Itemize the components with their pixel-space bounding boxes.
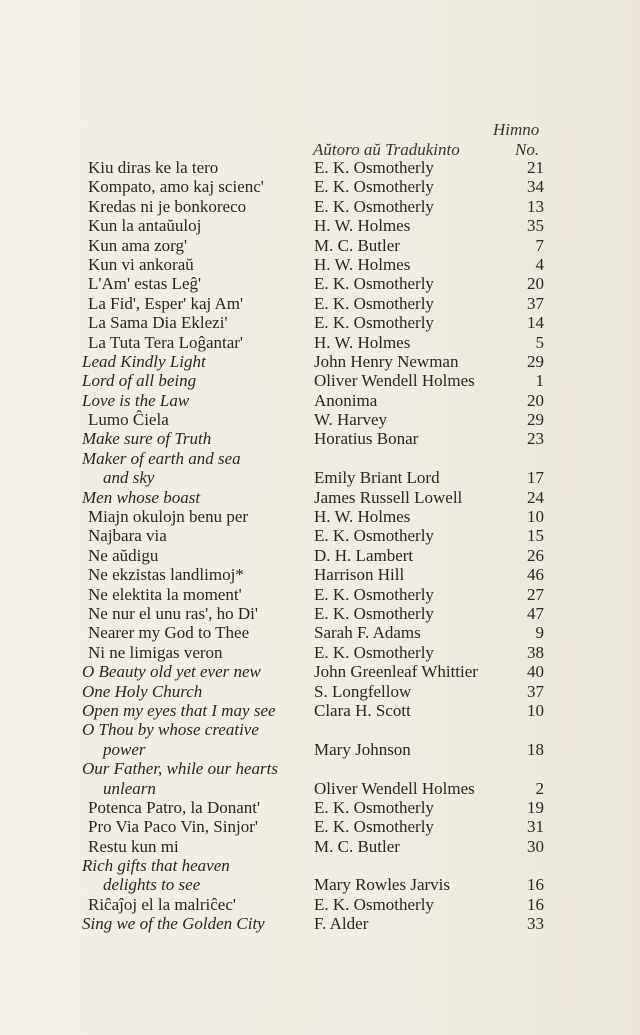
hymn-author: H. W. Holmes [314, 216, 411, 236]
hymn-title: Lead Kindly Light [82, 351, 206, 371]
hymn-author: Clara H. Scott [314, 700, 411, 720]
hymn-number: 31 [527, 817, 544, 837]
hymn-index-row [0, 682, 640, 701]
hymn-index-row [0, 429, 640, 448]
hymn-index-row [0, 236, 640, 255]
hymn-index-row [0, 701, 640, 720]
hymn-number: 7 [535, 235, 544, 255]
hymn-author: E. K. Osmotherly [314, 158, 434, 177]
hymn-index-row [0, 255, 640, 274]
hymn-index-row [0, 817, 640, 836]
hymn-number: 26 [527, 545, 544, 565]
hymn-index-row [0, 837, 640, 856]
hymn-title: Kredas ni je bonkoreco [88, 196, 247, 216]
hymn-index-row [0, 604, 640, 623]
hymn-author: E. K. Osmotherly [314, 817, 434, 837]
hymn-number: 47 [527, 603, 544, 623]
author-column-header: Aŭtoro aŭ Tradukinto [313, 140, 460, 159]
hymn-title: La Sama Dia Eklezi' [88, 313, 228, 333]
hymn-author: E. K. Osmotherly [314, 196, 434, 216]
hymn-index-row [0, 177, 640, 196]
hymn-number: 1 [535, 371, 544, 391]
hymn-title: O Thou by whose creative [82, 720, 259, 740]
hymn-title: power [103, 739, 146, 759]
hymn-index-row [0, 507, 640, 526]
hymn-index-row [0, 488, 640, 507]
hymn-title: Ne elektita la moment' [88, 584, 242, 604]
hymn-author: Emily Briant Lord [314, 468, 440, 488]
hymn-index-row [0, 565, 640, 584]
himno-header: Himno [493, 120, 540, 139]
hymn-title: Lord of all being [82, 371, 197, 391]
hymn-title: Sing we of the Golden City [82, 914, 265, 934]
hymn-title: Kun la antaŭuloj [88, 216, 202, 236]
hymn-author: John Greenleaf Whittier [314, 662, 478, 682]
hymn-index-row [0, 449, 640, 468]
hymn-number: 10 [527, 700, 544, 720]
hymn-number: 34 [527, 177, 544, 197]
hymn-author: H. W. Holmes [314, 332, 411, 352]
hymn-number: 9 [535, 623, 544, 643]
hymn-number: 4 [535, 254, 544, 274]
hymn-author: E. K. Osmotherly [314, 313, 434, 333]
hymn-author: E. K. Osmotherly [314, 797, 434, 817]
hymn-number: 5 [535, 332, 544, 352]
hymn-title: La Tuta Tera Loĝantar' [88, 332, 243, 352]
hymn-author: Horatius Bonar [314, 429, 419, 449]
hymn-index-row [0, 313, 640, 332]
hymn-number: 40 [527, 662, 544, 682]
hymn-title: Kun vi ankoraŭ [88, 254, 194, 274]
hymn-title: Open my eyes that I may see [82, 700, 276, 720]
hymn-number: 35 [527, 216, 544, 236]
hymn-title: Riĉaĵoj el la malriĉec' [88, 894, 236, 914]
hymn-number: 37 [527, 681, 544, 701]
hymn-number: 18 [527, 739, 544, 759]
hymn-title: Pro Via Paco Vin, Sinjor' [88, 817, 258, 837]
hymn-title: One Holy Church [82, 681, 203, 701]
hymn-author: F. Alder [314, 914, 369, 934]
hymn-number: 29 [527, 410, 544, 430]
hymn-index-row [0, 274, 640, 293]
hymn-index-row [0, 875, 640, 894]
hymn-index-row [0, 352, 640, 371]
hymn-number: 20 [527, 274, 544, 294]
hymn-title: unlearn [103, 778, 156, 798]
hymn-author: H. W. Holmes [314, 254, 411, 274]
hymn-title: and sky [103, 468, 155, 488]
hymn-author: S. Longfellow [314, 681, 412, 701]
hymn-number: 20 [527, 390, 544, 410]
hymn-title: Rich gifts that heaven [82, 856, 230, 876]
hymn-author: Harrison Hill [314, 565, 405, 585]
number-column-header: No. [515, 140, 540, 159]
hymn-index-row [0, 895, 640, 914]
hymn-number: 33 [527, 914, 544, 934]
hymn-author: Oliver Wendell Holmes [314, 371, 475, 391]
hymn-number: 38 [527, 642, 544, 662]
hymn-index-row [0, 526, 640, 545]
hymn-index-row [0, 410, 640, 429]
hymn-author: E. K. Osmotherly [314, 603, 434, 623]
hymn-author: E. K. Osmotherly [314, 274, 434, 294]
hymn-author: W. Harvey [314, 410, 388, 430]
hymn-number: 14 [527, 313, 544, 333]
hymn-number: 2 [535, 778, 544, 798]
hymn-index-row [0, 158, 640, 177]
hymn-author: Oliver Wendell Holmes [314, 778, 475, 798]
hymn-author: John Henry Newman [314, 351, 459, 371]
hymn-index-row [0, 798, 640, 817]
hymn-index-row [0, 856, 640, 875]
hymn-index-row [0, 585, 640, 604]
hymn-author: James Russell Lowell [314, 487, 463, 507]
hymn-number: 19 [527, 797, 544, 817]
hymn-number: 10 [527, 507, 544, 527]
hymn-number: 23 [527, 429, 544, 449]
hymn-author: E. K. Osmotherly [314, 177, 434, 197]
hymn-index-row [0, 468, 640, 487]
hymn-index-row [0, 720, 640, 739]
hymn-author: E. K. Osmotherly [314, 293, 434, 313]
hymn-number: 46 [527, 565, 544, 585]
hymn-index-row [0, 740, 640, 759]
hymn-index-row [0, 779, 640, 798]
hymn-index-row [0, 759, 640, 778]
hymn-index-row [0, 643, 640, 662]
hymn-number: 17 [527, 468, 544, 488]
hymn-number: 16 [527, 894, 544, 914]
hymn-index-row [0, 914, 640, 933]
hymn-number: 16 [527, 875, 544, 895]
hymn-author: Sarah F. Adams [314, 623, 421, 643]
hymn-title: Kompato, amo kaj scienc' [88, 177, 264, 197]
hymn-title: delights to see [103, 875, 201, 895]
hymn-author: E. K. Osmotherly [314, 894, 434, 914]
hymn-author: M. C. Butler [314, 235, 400, 255]
hymn-author: Mary Rowles Jarvis [314, 875, 450, 895]
hymn-number: 24 [527, 487, 544, 507]
hymn-title: Miajn okulojn benu per [88, 507, 249, 527]
hymn-number: 15 [527, 526, 544, 546]
hymn-author: E. K. Osmotherly [314, 526, 434, 546]
hymn-title: Ni ne limigas veron [88, 642, 223, 662]
hymn-author: D. H. Lambert [314, 545, 414, 565]
hymn-number: 13 [527, 196, 544, 216]
hymn-title: Ne ekzistas landlimoj* [88, 565, 244, 585]
hymn-index-row [0, 197, 640, 216]
hymn-title: La Fid', Esper' kaj Am' [88, 293, 244, 313]
hymn-index-row [0, 294, 640, 313]
hymn-index-row [0, 333, 640, 352]
hymn-title: Love is the Law [82, 390, 190, 410]
hymn-index-row [0, 623, 640, 642]
hymn-number: 27 [527, 584, 544, 604]
hymn-title: Maker of earth and sea [82, 448, 241, 468]
hymn-number: 21 [527, 158, 544, 177]
hymn-title: Our Father, while our hearts [82, 759, 278, 779]
hymn-index-row [0, 371, 640, 390]
hymn-title: Ne nur el unu ras', ho Di' [88, 603, 258, 623]
hymn-index-row [0, 662, 640, 681]
hymn-title: Potenca Patro, la Donant' [88, 797, 261, 817]
hymn-title: Najbara via [88, 526, 167, 546]
hymn-index-list [0, 158, 640, 934]
hymn-index-row [0, 546, 640, 565]
hymn-title: Kiu diras ke la tero [88, 158, 219, 177]
hymn-title: O Beauty old yet ever new [82, 662, 261, 682]
hymn-number: 30 [527, 836, 544, 856]
hymn-author: H. W. Holmes [314, 507, 411, 527]
hymn-title: Men whose boast [82, 487, 201, 507]
hymn-title: Restu kun mi [88, 836, 179, 856]
hymn-index-row [0, 391, 640, 410]
hymn-title: Make sure of Truth [82, 429, 212, 449]
hymn-author: E. K. Osmotherly [314, 642, 434, 662]
hymn-title: Lumo Ĉiela [88, 410, 169, 430]
hymn-author: E. K. Osmotherly [314, 584, 434, 604]
hymn-author: Anonima [314, 390, 378, 410]
hymn-author: Mary Johnson [314, 739, 411, 759]
hymn-author: M. C. Butler [314, 836, 400, 856]
hymn-title: Kun ama zorg' [88, 235, 188, 255]
hymn-index-row [0, 216, 640, 235]
hymn-number: 37 [527, 293, 544, 313]
hymn-title: Ne aŭdigu [88, 545, 159, 565]
hymn-title: Nearer my God to Thee [88, 623, 250, 643]
hymn-number: 29 [527, 351, 544, 371]
hymn-title: L'Am' estas Leĝ' [88, 274, 202, 294]
